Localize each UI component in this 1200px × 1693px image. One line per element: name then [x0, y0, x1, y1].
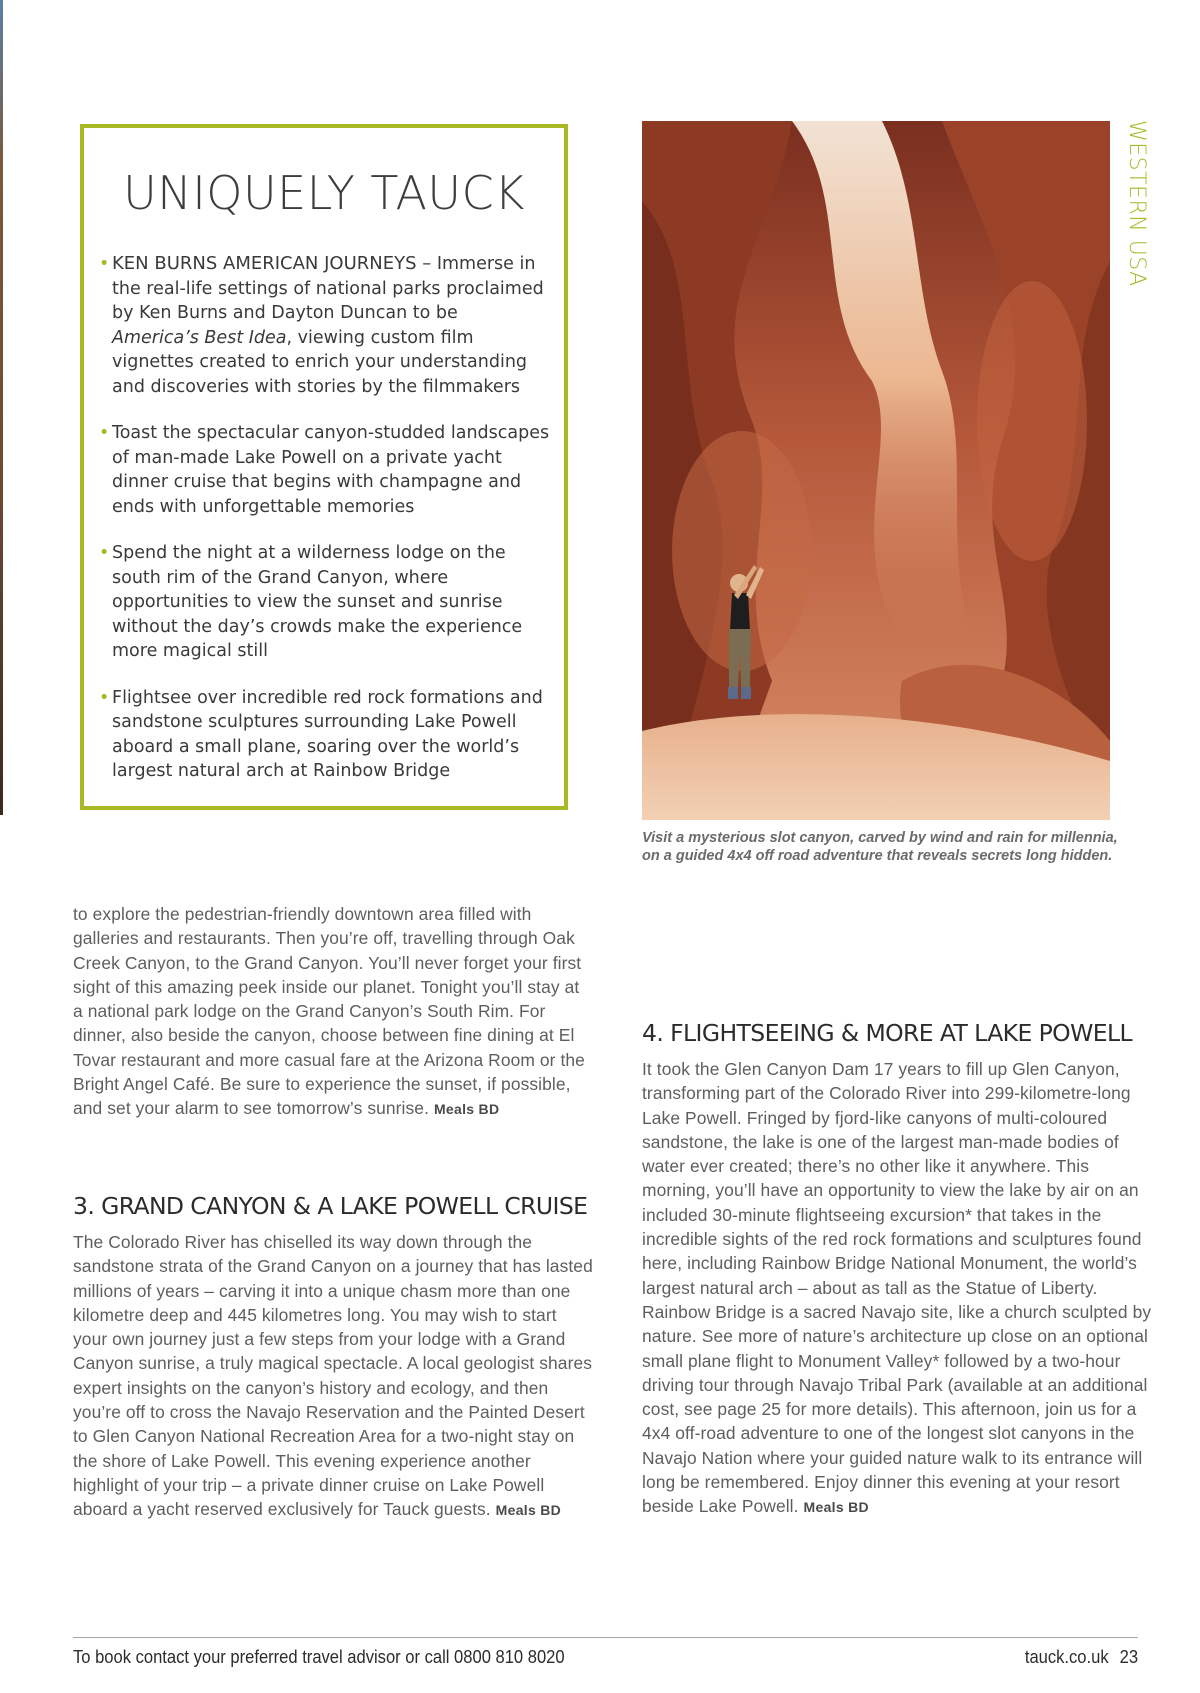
meals-label: Meals BD	[495, 1502, 562, 1519]
previous-page-edge-strip	[0, 0, 3, 815]
day4-title: 4. FLIGHTSEEING & MORE AT LAKE POWELL	[642, 1019, 1132, 1047]
feature-box-title: UNIQUELY TAUCK	[123, 166, 525, 220]
footer-booking-text: To book contact your preferred travel advisor or call 0800 810 8020	[73, 1647, 565, 1667]
footer-website-link[interactable]: tauck.co.uk	[1024, 1647, 1109, 1667]
uniquely-tauck-box	[80, 124, 568, 810]
slot-canyon-illustration	[642, 121, 1110, 820]
page-number: 23	[1119, 1647, 1138, 1667]
feature-bullet-flightsee	[98, 686, 550, 784]
bullet-text-after: , viewing custom film vignettes created to enrich your understanding and discoveries with stories by the filmmakers	[112, 327, 528, 397]
continuation-text: to explore the pedestrian-friendly downtown area filled with galleries and restaurants. Then you’re off, travelling through Oak Creek Canyon, to the Grand Canyon. You’ll never forget your first sight of this amazing peek inside our planet. Tonight you’ll stay at a national park lodge on the Grand Canyon’s South Rim. For dinner, also beside the canyon, choose between fine dining at El Tovar restaurant and more casual fare at the Arizona Room or the Bright Angel Café. Be sure to experience the sunset, if possible, and set your alarm to see tomorrow’s sunrise.	[73, 904, 585, 1119]
section-side-label: WESTERN USA	[1124, 120, 1149, 287]
bullet-text: Toast the spectacular canyon-studded landscapes of man-made Lake Powell on a private yacht dinner cruise that begins with champagne and ends with unforgettable memories	[112, 423, 550, 517]
day3-section	[73, 1192, 593, 1523]
footer-divider	[73, 1637, 1138, 1638]
feature-bullet-ken-burns	[98, 252, 550, 399]
slot-canyon-photo	[642, 121, 1110, 820]
day4-section	[642, 1019, 1152, 1520]
bullet-text: Spend the night at a wilderness lodge on the south rim of the Grand Canyon, where opportunities to view the sunset and sunrise without the day’s crowds make the experience more magical still	[112, 543, 523, 661]
bullet-text: Flightsee over incredible red rock formations and sandstone sculptures surrounding Lake Powell aboard a small plane, soaring over the world’s largest natural arch at Rainbow Bridge	[112, 687, 543, 781]
bullet-dot-icon: •	[99, 687, 110, 708]
day4-paragraph	[642, 1057, 1152, 1520]
continuation-block	[73, 902, 593, 1122]
feature-bullet-wilderness-lodge	[98, 541, 550, 664]
feature-bullet-list	[98, 252, 550, 806]
feature-bullet-yacht-cruise	[98, 421, 550, 519]
meals-label: Meals BD	[803, 1499, 869, 1516]
photo-caption: Visit a mysterious slot canyon, carved by wind and rain for millennia, on a guided 4x4 off road adventure that reveals secrets long hidden.	[642, 830, 1118, 864]
bullet-dot-icon: •	[99, 254, 110, 274]
bullet-dot-icon: •	[99, 543, 110, 563]
day3-paragraph	[73, 1230, 593, 1523]
meals-label: Meals BD	[433, 1101, 500, 1118]
footer-right	[1025, 1647, 1138, 1668]
day3-text: The Colorado River has chiselled its way down through the sandstone strata of the Grand Canyon on a journey that has lasted millions of years – carving it into a unique chasm more than one kilometre deep and 445 kilometres long. You may wish to start your own journey just a few steps from your lodge with a Grand Canyon sunrise, a truly magical spectacle. A local geologist shares expert insights on the canyon’s history and ecology, and then you’re off to cross the Navajo Reservation and the Painted Desert to Glen Canyon National Recreation Area for a two-night stay on the shore of Lake Powell. This evening experience another highlight of your trip – a private dinner cruise on Lake Powell aboard a yacht reserved exclusively for Tauck guests.	[73, 1232, 593, 1520]
day4-text: It took the Glen Canyon Dam 17 years to fill up Glen Canyon, transforming part of the Colorado River into 299-kilometre-long Lake Powell. Fringed by fjord-like canyons of multi-coloured sandstone, the lake is one of the largest man-made bodies of water ever created; there’s no other like it anywhere. This morning, you’ll have an opportunity to view the lake by air on an included 30-minute flightseeing excursion* that takes in the incredible sights of the red rock formations and sculptures found here, including Rainbow Bridge National Monument, the world’s largest natural arch – about as tall as the Statue of Liberty. Rainbow Bridge is a sacred Navajo site, like a church sculpted by nature. See more of nature’s architecture up close on an optional small plane flight to Monument Valley* followed by a two-hour driving tour through Navajo Tribal Park (available at an additional cost, see page 25 for more details). This afternoon, join us for a 4x4 off-road adventure to one of the longest slot canyons in the Navajo Nation where your guided nature walk to its entrance will long be remembered. Enjoy dinner this evening at your resort beside Lake Powell.	[642, 1059, 1152, 1517]
continuation-paragraph	[73, 902, 593, 1122]
bullet-dot-icon: •	[99, 423, 110, 443]
bullet-lead: KEN BURNS AMERICAN JOURNEYS –	[112, 253, 432, 274]
bullet-text: Immerse in the real-life settings of national parks proclaimed by Ken Burns and Dayton Duncan to be	[112, 254, 544, 323]
day3-title: 3. GRAND CANYON & A LAKE POWELL CRUISE	[73, 1192, 588, 1220]
bullet-emphasis: America’s Best Idea	[112, 327, 287, 348]
